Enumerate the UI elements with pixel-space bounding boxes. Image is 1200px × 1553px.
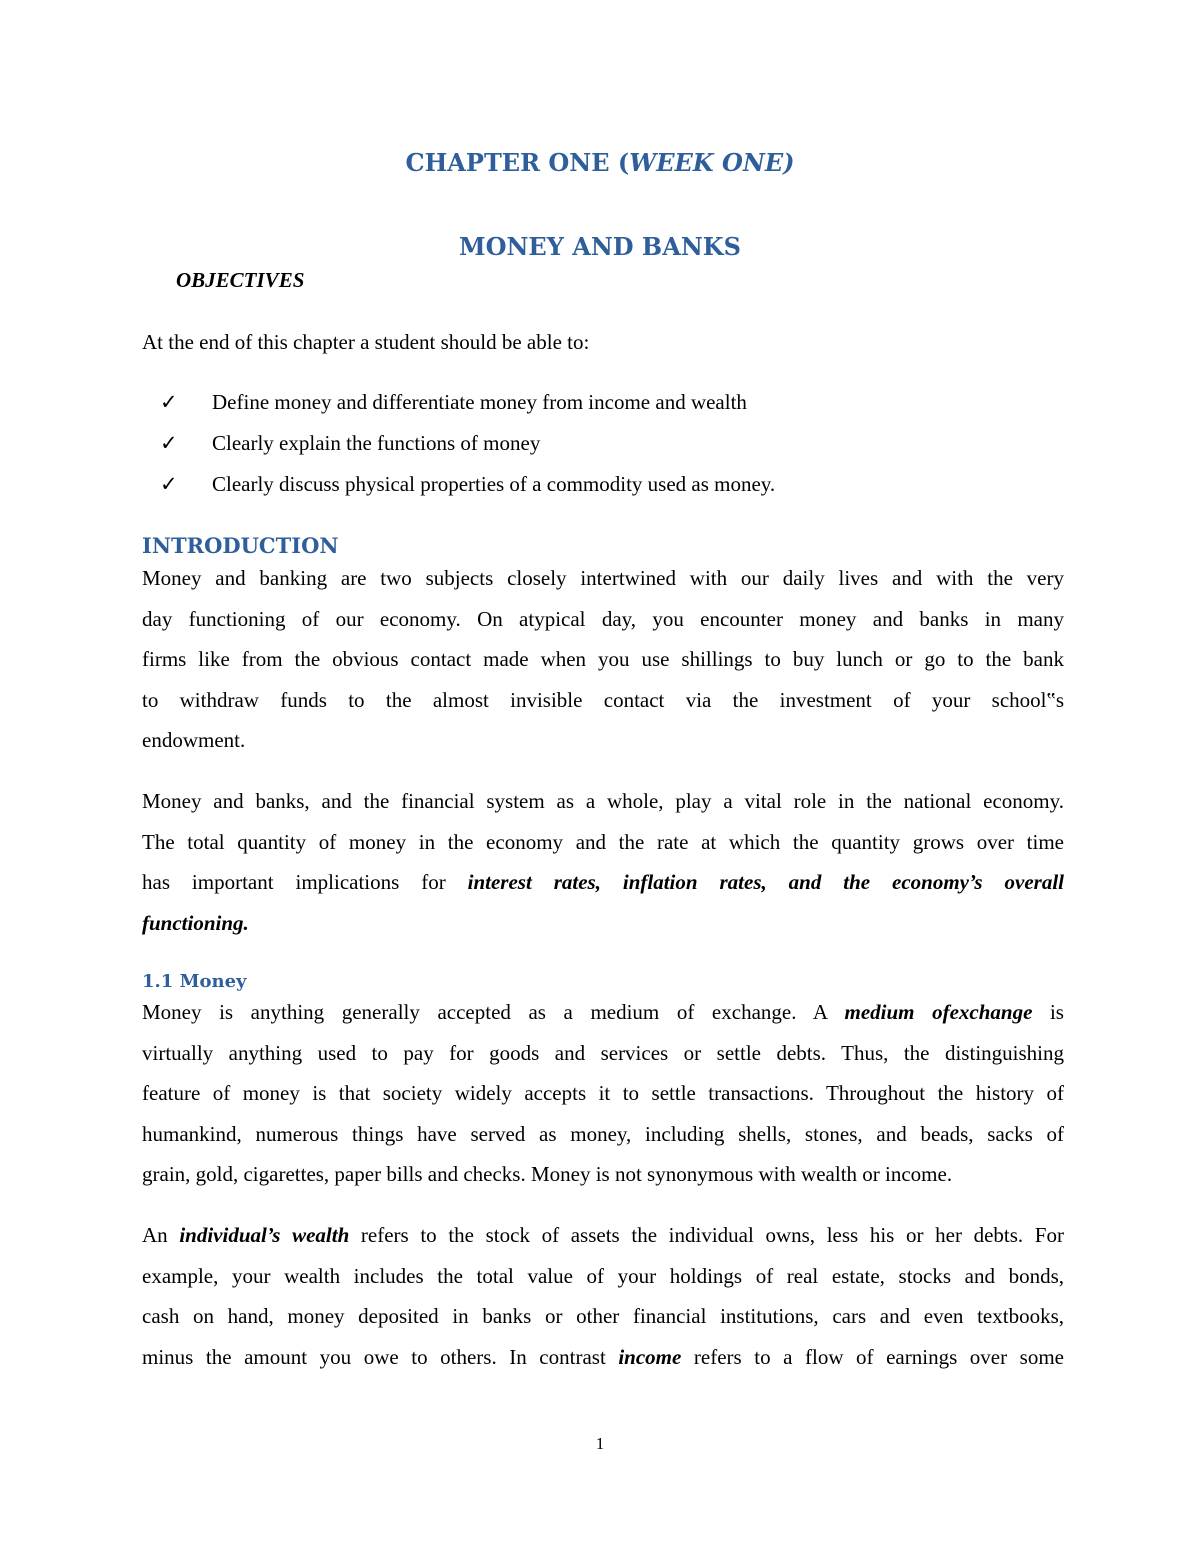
objectives-intro: At the end of this chapter a student should be able to: xyxy=(142,330,590,354)
emphasis-text: individual’s wealth xyxy=(179,1223,350,1247)
text-segment: is xyxy=(1032,1000,1064,1024)
text-line: firms like from the obvious contact made when you use shillings to buy lunch or go to the bank xyxy=(142,647,1064,671)
objectives-heading: OBJECTIVES xyxy=(176,268,305,292)
text-line xyxy=(142,862,1064,903)
section-title: MONEY AND BANKS xyxy=(459,232,741,261)
check-icon: ✓ xyxy=(160,472,178,496)
emphasis-text: income xyxy=(618,1344,682,1369)
page-number: 1 xyxy=(595,1434,605,1453)
text-segment: refers to a flow of earnings over some xyxy=(681,1344,1064,1369)
text-line xyxy=(142,1215,1064,1256)
chapter-title xyxy=(0,148,1200,177)
text-line: day functioning of our economy. On atypical day, you encounter money and banks in many xyxy=(142,606,1064,631)
intro-paragraph-2 xyxy=(142,781,1064,943)
objective-item xyxy=(160,390,747,415)
money-paragraph xyxy=(142,992,1064,1195)
text-line: humankind, numerous things have served as money, including shells, stones, and beads, sacks of xyxy=(142,1121,1064,1146)
text-segment: has important implications for xyxy=(142,870,468,894)
objective-text: Define money and differentiate money from income and wealth xyxy=(212,390,747,414)
chapter-title-prefix: CHAPTER ONE ( xyxy=(405,148,630,177)
text-line: endowment. xyxy=(142,728,246,752)
chapter-title-italic: WEEK ONE) xyxy=(629,148,795,177)
emphasis-text: interest rates, inflation rates, and the economy’s overall xyxy=(467,870,1064,894)
objective-item xyxy=(160,431,540,456)
introduction-heading: INTRODUCTION xyxy=(142,533,339,558)
text-segment: An xyxy=(142,1223,180,1247)
money-heading: 1.1 Money xyxy=(142,971,247,992)
text-line: Money and banking are two subjects closely intertwined with our daily lives and with the very xyxy=(142,566,1064,590)
text-line: to withdraw funds to the almost invisible contact via the investment of your school‟s xyxy=(142,687,1064,712)
objective-text: Clearly discuss physical properties of a commodity used as money. xyxy=(212,472,776,496)
text-line xyxy=(142,992,1064,1033)
text-line: feature of money is that society widely accepts it to settle transactions. Throughout the history of xyxy=(142,1081,1064,1105)
objective-item xyxy=(160,472,775,497)
text-line: cash on hand, money deposited in banks or other financial institutions, cars and even textbooks, xyxy=(142,1304,1064,1328)
intro-paragraph-1 xyxy=(142,558,1064,761)
text-line: example, your wealth includes the total value of your holdings of real estate, stocks and bonds, xyxy=(142,1263,1064,1288)
check-icon: ✓ xyxy=(160,431,178,455)
objective-text: Clearly explain the functions of money xyxy=(212,431,541,455)
text-line: The total quantity of money in the economy and the rate at which the quantity grows over time xyxy=(142,829,1064,854)
text-line: virtually anything used to pay for goods and services or settle debts. Thus, the distinguishing xyxy=(142,1040,1064,1065)
text-line: grain, gold, cigarettes, paper bills and checks. Money is not synonymous with wealth or income. xyxy=(142,1162,953,1186)
text-segment: refers to the stock of assets the individual owns, less his or her debts. For xyxy=(349,1223,1064,1247)
emphasis-text: medium ofexchange xyxy=(844,1000,1033,1024)
wealth-paragraph xyxy=(142,1215,1064,1377)
emphasis-text: functioning. xyxy=(142,910,249,935)
check-icon: ✓ xyxy=(160,390,178,414)
text-line: Money and banks, and the financial system as a whole, play a vital role in the national economy. xyxy=(142,789,1064,813)
text-segment: Money is anything generally accepted as a medium of exchange. A xyxy=(142,1000,845,1024)
text-segment: minus the amount you owe to others. In contrast xyxy=(142,1344,619,1369)
text-line xyxy=(142,1337,1064,1378)
